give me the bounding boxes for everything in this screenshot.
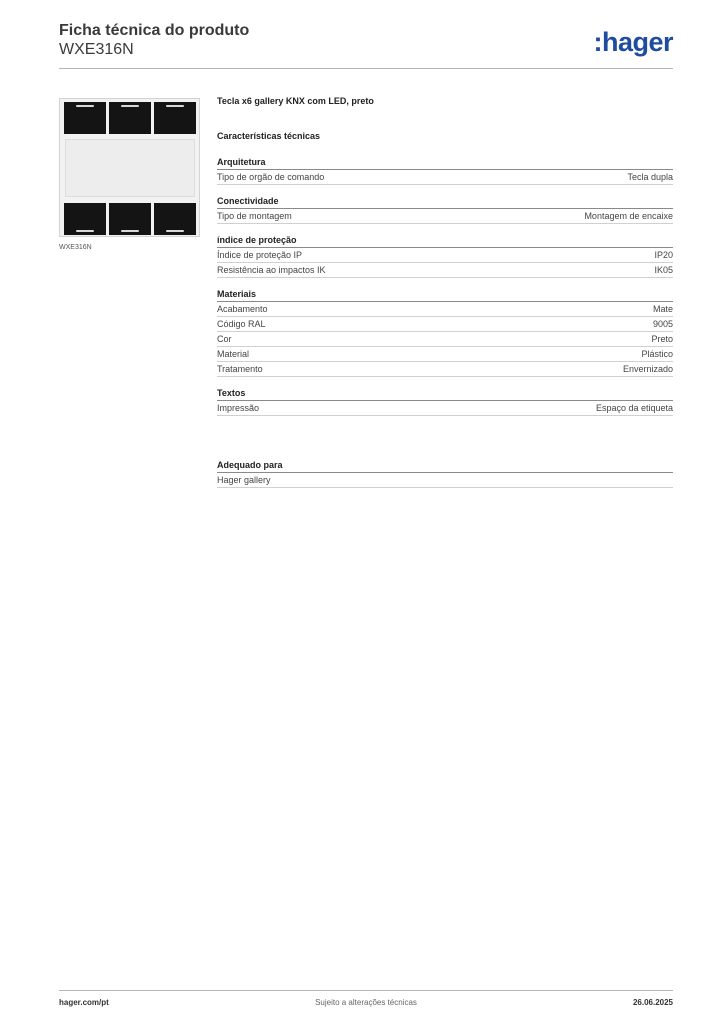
led-indicator xyxy=(76,105,94,107)
spec-row xyxy=(217,317,673,332)
switch-key xyxy=(109,102,151,134)
section-textos xyxy=(217,388,673,416)
footer-date: 26.06.2025 xyxy=(632,998,673,1007)
spec-row xyxy=(217,401,673,416)
spec-label: Índice de proteção IP xyxy=(217,250,303,260)
section-adequado xyxy=(217,460,673,488)
led-indicator xyxy=(121,105,139,107)
spec-label: Cor xyxy=(217,334,232,344)
spec-label: Resistência ao impactos IK xyxy=(217,265,326,275)
suitable-label: Hager gallery xyxy=(217,475,271,485)
switch-key xyxy=(64,203,106,235)
led-indicator xyxy=(121,230,139,232)
spec-value: Espaço da etiqueta xyxy=(595,403,673,413)
specifications xyxy=(217,96,673,499)
page-header xyxy=(59,22,673,70)
spec-row xyxy=(217,170,673,185)
footer-website[interactable]: hager.com/pt xyxy=(59,998,109,1007)
spec-row xyxy=(217,209,673,224)
section-title: Materiais xyxy=(217,289,673,302)
led-indicator xyxy=(166,105,184,107)
section-title: Arquitetura xyxy=(217,157,673,170)
spec-label: Tipo de orgão de comando xyxy=(217,172,325,182)
spec-label: Código RAL xyxy=(217,319,266,329)
section-conectividade xyxy=(217,196,673,224)
spec-row xyxy=(217,263,673,278)
led-indicator xyxy=(166,230,184,232)
spec-value: Plástico xyxy=(641,349,673,359)
spec-value: Preto xyxy=(651,334,673,344)
spec-value: Montagem de encaixe xyxy=(584,211,673,221)
product-code: WXE316N xyxy=(59,41,134,58)
section-title: Conectividade xyxy=(217,196,673,209)
spec-label: Acabamento xyxy=(217,304,268,314)
suitable-item xyxy=(217,473,673,488)
spec-value: IK05 xyxy=(654,265,673,275)
label-panel xyxy=(65,139,195,197)
spec-row xyxy=(217,302,673,317)
spec-value: IP20 xyxy=(654,250,673,260)
spec-row xyxy=(217,332,673,347)
footer-note: Sujeito a alterações técnicas xyxy=(315,998,417,1007)
spec-value: Mate xyxy=(652,304,673,314)
spec-label: Material xyxy=(217,349,250,359)
spec-label: Tratamento xyxy=(217,364,263,374)
section-title: Textos xyxy=(217,388,673,401)
spec-value: 9005 xyxy=(652,319,673,329)
section-title: índice de proteção xyxy=(217,235,673,248)
product-image xyxy=(59,98,200,237)
spec-row xyxy=(217,248,673,263)
image-caption: WXE316N xyxy=(59,244,92,251)
switch-key xyxy=(64,102,106,134)
footer-divider xyxy=(59,990,673,991)
spec-row xyxy=(217,347,673,362)
brand-name: :hager xyxy=(593,27,673,57)
spec-value: Tecla dupla xyxy=(627,172,673,182)
product-description: Tecla x6 gallery KNX com LED, preto xyxy=(217,96,374,106)
switch-key xyxy=(154,102,196,134)
section-protecao xyxy=(217,235,673,278)
section-materiais xyxy=(217,289,673,377)
spec-row xyxy=(217,362,673,377)
spec-label: Impressão xyxy=(217,403,260,413)
header-divider xyxy=(59,68,673,69)
hager-logo xyxy=(593,28,673,56)
led-indicator xyxy=(76,230,94,232)
switch-key xyxy=(109,203,151,235)
document-title: Ficha técnica do produto xyxy=(59,22,250,39)
section-title: Adequado para xyxy=(217,460,673,473)
tech-heading: Características técnicas xyxy=(217,131,321,141)
spec-value: Envernizado xyxy=(622,364,673,374)
section-arquitetura xyxy=(217,157,673,185)
switch-key xyxy=(154,203,196,235)
spec-label: Tipo de montagem xyxy=(217,211,292,221)
